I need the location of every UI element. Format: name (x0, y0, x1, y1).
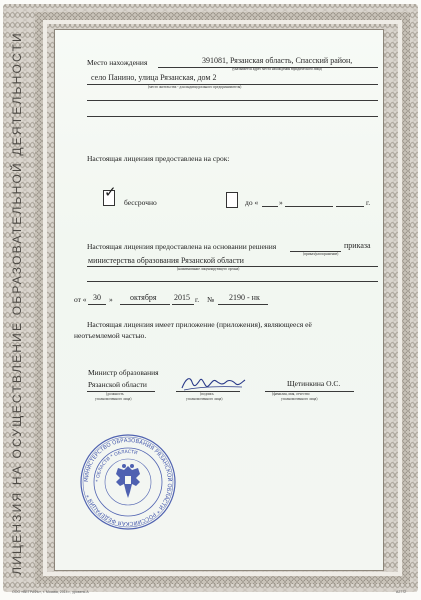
day-line (88, 304, 106, 305)
location-line-4 (87, 116, 378, 117)
location-note-2: (место жительства - для индивидуального предпринимателя) (148, 85, 242, 89)
until-checkbox (226, 192, 238, 208)
year-line (172, 304, 194, 305)
day-value: 30 (93, 293, 101, 302)
number-value: 2190 - нк (229, 293, 260, 302)
authority-line-2 (87, 281, 378, 282)
side-title (7, 20, 27, 585)
term-label: Настоящая лицензия предоставлена на срок: (87, 154, 230, 163)
checkmark-icon: ✓ (104, 183, 117, 201)
until-year-suffix: г. (366, 198, 371, 207)
from-label: от « (74, 295, 87, 304)
until-month-line (285, 206, 333, 207)
printer-footer: ООО «ВЕТРАФЬ», г. Москва, 2014 г., уровень А (12, 590, 89, 594)
doc-type-value: приказа (344, 241, 371, 250)
location-line-3 (87, 100, 378, 101)
month-line (120, 304, 170, 305)
until-quote-close: » (279, 198, 283, 207)
name-note-1: (фамилия, имя, отчество (272, 392, 310, 396)
position-line-1: Министр образования (88, 368, 159, 377)
official-seal (78, 432, 178, 532)
location-note-1: (указывается адрес места нахождения юридического лица) (232, 67, 323, 71)
month-value: октября (130, 293, 157, 302)
doc-type-note: (приказ/распоряжение) (303, 252, 339, 256)
side-title-text: ЛИЦЕНЗИЯ НА ОСУЩЕСТВЛЕНИЕ ОБРАЗОВАТЕЛЬНОЙ ДЕЯТЕЛЬНОСТИ (10, 30, 24, 575)
year-suffix: г. (195, 295, 200, 304)
seal-inner-text: * ОБЛАСТИ * ОБЛАСТИ (95, 449, 138, 483)
authority-note: (наименование лицензирующего органа) (177, 267, 240, 271)
appendix-text-1: Настоящая лицензия имеет приложение (приложения), являющееся её (87, 320, 312, 329)
position-note-2: уполномоченного лица) (95, 397, 132, 401)
unlimited-label: бессрочно (124, 198, 157, 207)
signature-note-1: (подпись (200, 392, 214, 396)
day-quote-close: » (109, 295, 113, 304)
until-label: до « (245, 198, 259, 207)
until-year-line (336, 206, 364, 207)
official-name: Щетинкина О.С. (287, 379, 341, 388)
number-label: № (207, 295, 215, 304)
number-line (218, 304, 268, 305)
seal-ring-text: МИНИСТЕРСТВО ОБРАЗОВАНИЯ РЯЗАНСКОЙ ОБЛАСТИ * РОССИЙСКАЯ ФЕДЕРАЦИЯ * (83, 437, 173, 527)
location-label: Место нахождения (87, 58, 148, 67)
until-day-line (262, 206, 278, 207)
position-note-1: (должность (106, 392, 124, 396)
basis-label: Настоящая лицензия предоставлена на основании решения (87, 242, 277, 251)
authority-value: министерства образования Рязанской области (88, 256, 244, 265)
year-value: 2015 (174, 293, 190, 302)
name-note-2: уполномоченного лица) (281, 397, 318, 401)
form-code: А2772 (396, 590, 407, 594)
position-line-2: Рязанской области (88, 380, 147, 389)
signature-note-2: уполномоченного лица) (186, 397, 223, 401)
location-value-1: 391081, Рязанская область, Спасский район, (202, 56, 353, 65)
appendix-text-2: неотъемлемой частью. (74, 331, 147, 340)
location-value-2: село Панино, улица Рязанская, дом 2 (91, 73, 217, 82)
eagle-emblem-icon (116, 464, 140, 498)
